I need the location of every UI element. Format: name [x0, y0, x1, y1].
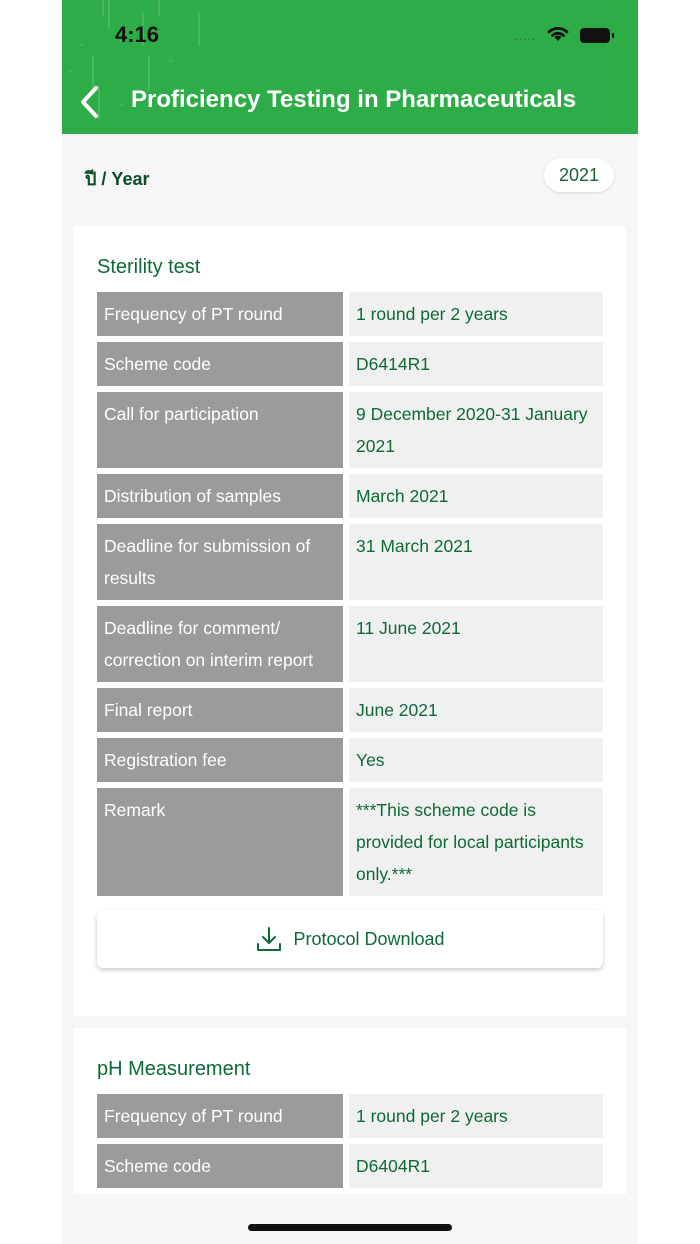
row-value: ***This scheme code is provided for local participants only.***	[349, 788, 603, 896]
row-value: March 2021	[349, 474, 603, 518]
row-label: Call for participation	[97, 392, 343, 468]
scheme-card-ph	[73, 1028, 626, 1194]
scheme-title: pH Measurement	[97, 1058, 251, 1080]
table-row	[97, 524, 603, 600]
download-label: Protocol Download	[293, 928, 445, 949]
scheme-card-sterility	[73, 226, 626, 1016]
table-row	[97, 738, 603, 782]
row-value: D6404R1	[349, 1144, 603, 1188]
row-label: Scheme code	[97, 1144, 343, 1188]
chevron-left-icon	[78, 85, 102, 119]
row-label: Final report	[97, 688, 343, 732]
protocol-download-button[interactable]	[97, 910, 603, 968]
scheme-title: Sterility test	[97, 256, 201, 278]
status-indicators	[514, 24, 610, 47]
back-button[interactable]	[70, 82, 110, 122]
row-value: Yes	[349, 738, 603, 782]
row-label: Deadline for comment/ correction on interim report	[97, 606, 343, 682]
row-value: D6414R1	[349, 342, 603, 386]
table-row	[97, 688, 603, 732]
row-label: Distribution of samples	[97, 474, 343, 518]
row-label: Frequency of PT round	[97, 1094, 343, 1138]
app-header	[62, 0, 638, 134]
year-selector[interactable]: 2021	[544, 158, 614, 192]
row-label: Scheme code	[97, 342, 343, 386]
year-label: ปี / Year	[85, 169, 150, 189]
row-value: 31 March 2021	[349, 524, 603, 600]
table-row	[97, 1144, 603, 1188]
table-row	[97, 788, 603, 896]
page-title: Proficiency Testing in Pharmaceuticals	[131, 86, 577, 113]
row-value: 1 round per 2 years	[349, 1094, 603, 1138]
scheme-table	[97, 292, 603, 902]
table-row	[97, 292, 603, 336]
row-value: 9 December 2020-31 January 2021	[349, 392, 603, 468]
scheme-table	[97, 1094, 603, 1194]
status-time: 4:16	[115, 22, 160, 47]
row-value: 1 round per 2 years	[349, 292, 603, 336]
home-indicator[interactable]	[248, 1224, 452, 1231]
row-label: Frequency of PT round	[97, 292, 343, 336]
row-label: Deadline for submission of results	[97, 524, 343, 600]
row-value: 11 June 2021	[349, 606, 603, 682]
row-label: Registration fee	[97, 738, 343, 782]
download-icon	[255, 925, 283, 953]
row-label: Remark	[97, 788, 343, 896]
signal-dots: .....	[514, 28, 536, 43]
table-row	[97, 606, 603, 682]
app-screen	[62, 0, 638, 1244]
table-row	[97, 474, 603, 518]
table-row	[97, 392, 603, 468]
row-value: June 2021	[349, 688, 603, 732]
table-row	[97, 342, 603, 386]
wifi-icon	[546, 24, 570, 47]
battery-icon	[580, 28, 610, 43]
table-row	[97, 1094, 603, 1138]
